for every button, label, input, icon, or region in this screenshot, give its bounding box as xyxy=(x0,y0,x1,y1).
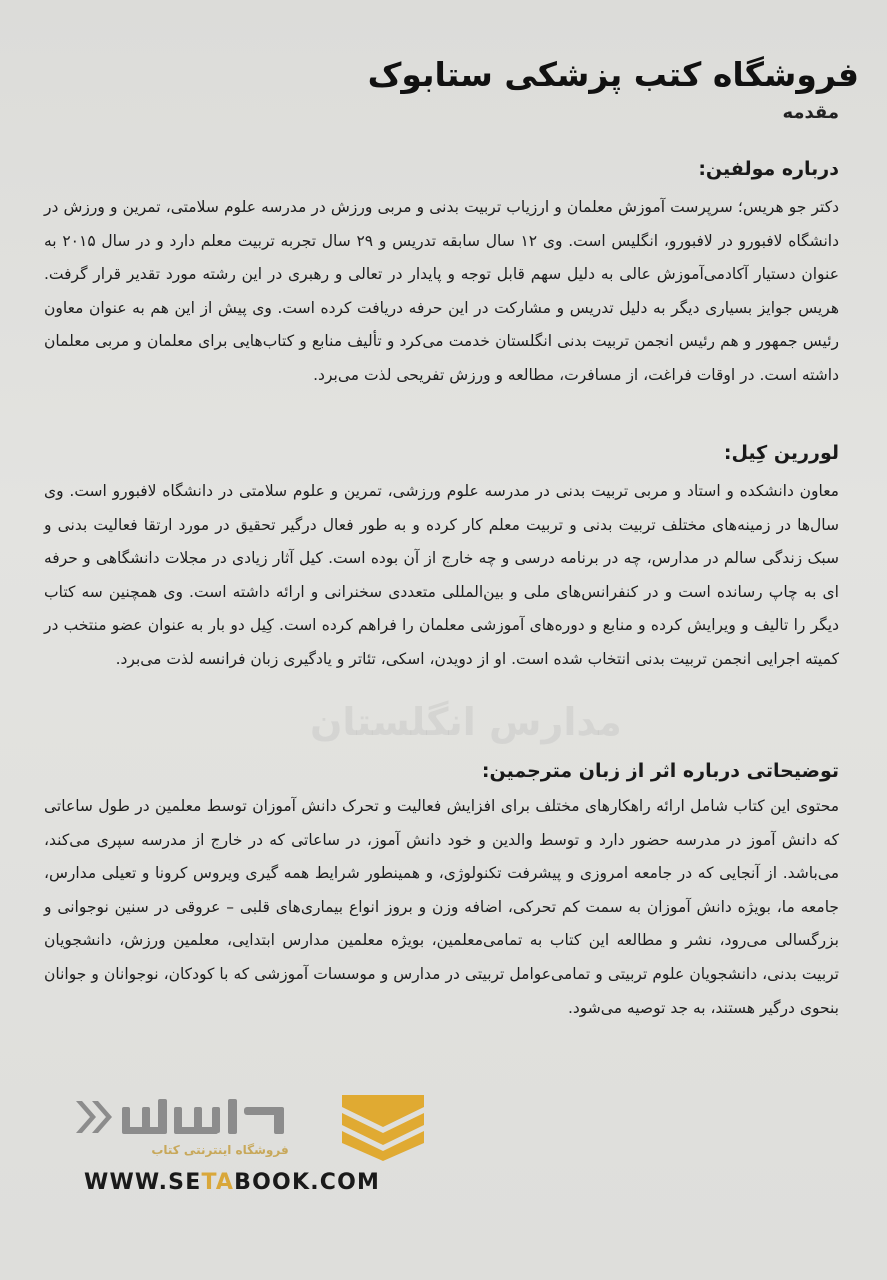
paragraph-jo-harris: دکتر جو هریس؛ سرپرست آموزش معلمان و ارزیاب تربیت بدنی و مربی ورزش در مدرسه علوم سلامتی، تمرین و ورزش در دانشگاه لافبورو در لافبورو، انگلیس است. وی ۱۲ سال سابقه تدریس و ۲۹ سال تجربه تربیت معلم دارد و در سال ۲۰۱۵ به عنوان دستیار آکادمی‌آموزش عالی به دلیل سهم قابل توجه و پایدار در تعالی و رهبری در این رشته مورد تقدیر قرار گرفت. هریس جوایز بسیاری دیگر به دلیل تدریس و مشارکت در این حرفه دریافت کرده است. وی پیش از این هم به عنوان معاون رئیس جمهور و هم رئیس انجمن تربیت بدنی انگلستان خدمت می‌کرد و تألیف منابع و کتاب‌هایی برای معلمان و مربی معلمان داشته است. در اوقات فراغت، از مسافرت، مطالعه و ورزش تفریحی لذت می‌برد. xyxy=(44,198,839,384)
background-watermark: مدارس انگلستان xyxy=(310,700,622,744)
paragraph-lorraine-cale: معاون دانشکده و استاد و مربی تربیت بدنی در مدرسه علوم ورزشی، تمرین و علوم سلامتی در دانشگاه لافبورو است. وی سال‌ها در زمینه‌های مختلف تربیت بدنی و تربیت معلم کار کرده و به طور فعال درگیر تحقیق در مورد ارتقا فعالیت بدنی و سبک زندگی سالم در مدارس، چه در برنامه درسی و چه خارج از آن بوده است. کیل آثار زیادی در مجلات دانشگاهی و حرفه ای به چاپ رسانده است و در کنفرانس‌های ملی و بین‌المللی متعددی سخنرانی و ارائه داشته است. وی همچنین سه کتاب دیگر را تالیف و ویرایش کرده و منابع و دوره‌های آموزشی معلمان را فراهم کرده است. کِیل دو بار به عنوان عضو منتخب در کمیته اجرایی انجمن تربیت بدنی انتخاب شده است. او از دویدن، اسکی، تئاتر و یادگیری زبان فرانسه لذت می‌برد. xyxy=(44,482,839,668)
heading-lorraine-cale: لوررین کِیل: xyxy=(723,442,839,464)
heading-translators-notes: توضیحاتی درباره اثر از زبان مترجمین: xyxy=(481,760,839,782)
url-suffix: BOOK.COM xyxy=(234,1170,381,1195)
paragraph-translators-notes: محتوی این کتاب شامل ارائه راهکارهای مختلف برای افزایش فعالیت و تحرک دانش آموزان توسط معلمین در طول ساعاتی که دانش آموز در مدرسه حضور دارد و توسط والدین و خود دانش آموز، در ساعاتی که در خارج از مدرسه سپری می‌کند، می‌باشد. از آنجایی که در جامعه امروزی و پیشرفت تکنولوژی، و همینطور شرایط همه گیری ویروس کرونا و تعیلی مدارس، جامعه ما، بویژه دانش آموزان به سمت کم تحرکی، اضافه وزن و بروز انواع بیماری‌های قلبی – عروقی در سنین نوجوانی و بزرگسالی می‌رود، نشر و مطالعه این کتاب به تمامی‌معلمین، بویژه معلمین مدارس ابتدایی، معلمین ورزش، دانشجویان تربیت بدنی، دانشجویان علوم تربیتی و تمامی‌عوامل تربیتی در مدارس و موسسات آموزشی که با کودکان، نوجوانان و جوانان بنحوی درگیر هستند، به جد توصیه می‌شود. xyxy=(44,797,839,1017)
setabook-wordmark-icon xyxy=(74,1093,304,1141)
url-prefix: WWW.SE xyxy=(84,1170,202,1195)
setabook-logo xyxy=(60,1085,400,1175)
url-accent: TA xyxy=(201,1170,235,1195)
setabook-chevron-logo-icon xyxy=(282,1091,432,1161)
website-url[interactable] xyxy=(84,1170,380,1195)
section-title-introduction: مقدمه xyxy=(782,102,839,123)
logo-tagline: فروشگاه اینترنتی کتاب xyxy=(151,1143,289,1157)
store-title: فروشگاه کتب پزشکی ستابوک xyxy=(367,55,859,94)
heading-about-authors: درباره مولفین: xyxy=(698,158,839,180)
